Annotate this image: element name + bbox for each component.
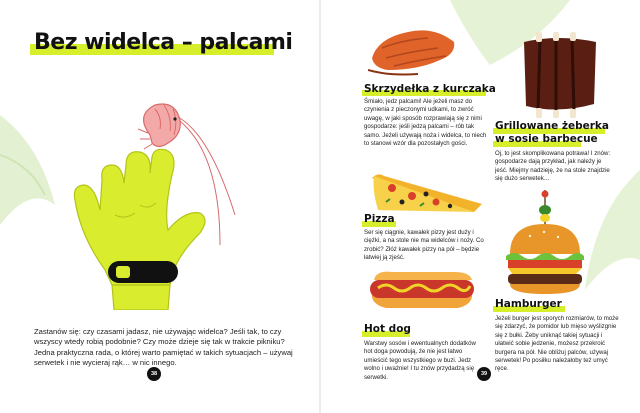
hamburger-illustration [504,190,586,294]
wings-text: Śmiało, jedz palcami! Ale jeżeli masz do czynienia z pieczonymi udkami, to zwróć uwagę, w jaki sposób rozprawiają się z nimi gospodarze: jeśli jedzą palcami – rób tak samo. Jeżeli używają noża i widelca, to niech to stanowi wzór dla pozostałych gości. [364,98,487,148]
ribs-text: Oj, to jest skomplikowana potrawa! I znów: gospodarze dają przykład, jak należy je jeść. Miejmy nadzieję, że na stole znajdzie się dużo serwetek… [495,150,611,183]
hamburger-text: Jeżeli burger jest sporych rozmiarów, to może się zdarzyć, że pomidor lub mięso wyślizgnie się z bułki. Żeby uniknąć takiej sytuacji i ułatwić sobie jedzenie, możesz przekroić burgera na pół. Nie obliżuj palców, używaj serwetek! Po posiłku należałoby też umyć ręce. [495,315,619,373]
hotdog-heading: Hot dog [364,323,411,335]
hot-dog-illustration [366,266,478,312]
pizza-heading: Pizza [364,213,395,225]
pizza-slice-illustration [370,170,486,214]
wings-heading: Skrzydełka z kurczaka [364,83,496,95]
hamburger-heading: Hamburger [495,298,562,310]
barbecue-ribs-illustration [518,32,602,118]
ribs-heading: Grillowane żeberka w sosie barbecue [495,120,609,145]
chicken-wings-illustration [368,18,460,76]
page-number-right: 39 [477,367,491,381]
pizza-text: Ser się ciągnie, kawałek pizzy jest duży i ciężki, a na stole nie ma widelców i noży. Co zrobić? Złóż kawałek pizzy na pół – będzie łatwiej ją zjeść. [364,229,484,262]
page-gutter [319,0,321,413]
page-title: Bez widelca – palcami [34,30,293,55]
left-page-body-text: Zastanów się: czy czasami jadasz, nie używając widelca? Jeśli tak, to czy wszyscy wtedy robią podobnie? Czy może dzieje się tak w trakcie pikniku? Jedna praktyczna rada, o której warto pamiętać w takich sytuacjach – używaj serwetek i nie wycieraj rąk… w nic innego. [34,327,293,368]
hotdog-text: Warstwy sosów i ewentualnych dodatków hot doga powodują, że nie jest łatwo umieścić tego wszystkiego w buzi. Jedz wolno i uważnie! I tu znów przydadzą się serwetki. [364,340,476,381]
page-number-left: 38 [147,367,161,381]
hand-holding-shrimp-illustration [60,95,250,310]
